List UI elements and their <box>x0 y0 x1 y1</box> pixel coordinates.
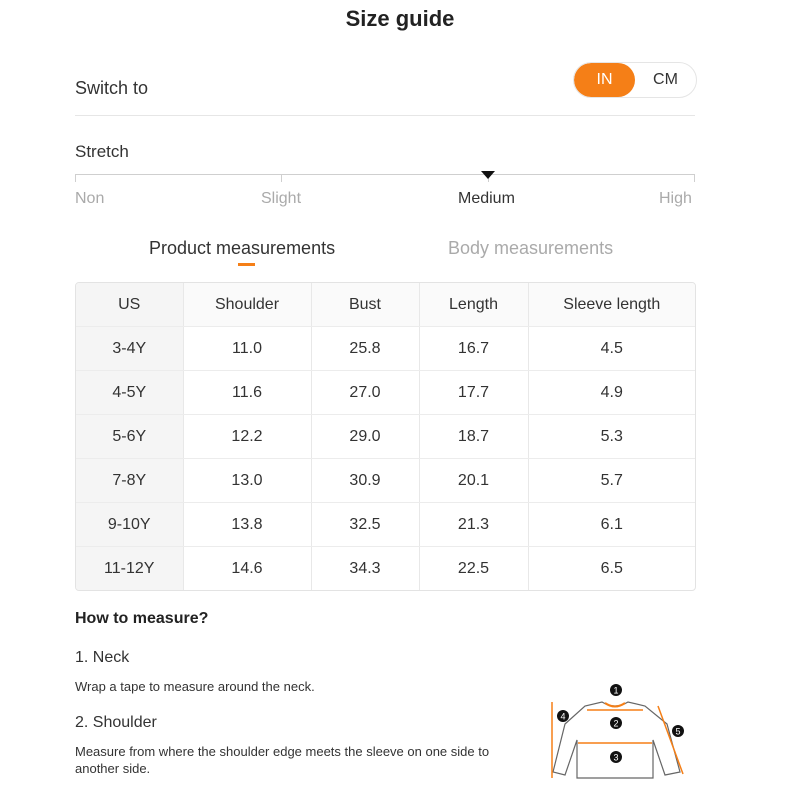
column-header: Bust <box>311 283 419 327</box>
table-cell: 5-6Y <box>76 415 183 459</box>
table-cell: 4.9 <box>528 371 695 415</box>
table-cell: 21.3 <box>419 503 528 547</box>
stretch-option-slight: Slight <box>261 190 302 207</box>
table-row <box>76 503 695 547</box>
diagram-label-3: 3 <box>613 752 619 763</box>
table-cell: 13.0 <box>183 459 311 503</box>
marker-1-icon <box>610 684 622 696</box>
stretch-label: Stretch <box>75 142 129 161</box>
table-cell: 27.0 <box>311 371 419 415</box>
table-cell: 4.5 <box>528 327 695 371</box>
step-neck-desc: Wrap a tape to measure around the neck. <box>75 679 315 694</box>
step-shoulder-title: 2. Shoulder <box>75 714 157 731</box>
diagram-label-4: 4 <box>560 711 566 722</box>
table-header-row <box>76 283 695 327</box>
table-cell: 13.8 <box>183 503 311 547</box>
stretch-option-high: High <box>659 190 692 207</box>
table-cell: 18.7 <box>419 415 528 459</box>
stretch-tick <box>281 174 282 182</box>
size-table <box>75 282 696 591</box>
column-header: Shoulder <box>183 283 311 327</box>
switch-label: Switch to <box>75 78 149 98</box>
table-cell: 6.1 <box>528 503 695 547</box>
table-cell: 5.7 <box>528 459 695 503</box>
table-cell: 14.6 <box>183 547 311 591</box>
marker-2-icon <box>610 717 622 729</box>
table-row <box>76 371 695 415</box>
diagram-label-1: 1 <box>613 685 619 696</box>
stretch-tick <box>694 174 695 182</box>
stretch-option-medium: Medium <box>458 190 515 207</box>
table-cell: 6.5 <box>600 559 623 577</box>
step-neck-title: 1. Neck <box>75 649 130 666</box>
table-cell: 20.1 <box>419 459 528 503</box>
table-cell: 30.9 <box>311 459 419 503</box>
stretch-scale <box>75 174 695 182</box>
table-cell: 12.2 <box>183 415 311 459</box>
tab-body-measurements[interactable]: Body measurements <box>448 238 614 258</box>
diagram-label-5: 5 <box>675 726 681 737</box>
diagram-label-2: 2 <box>613 718 619 729</box>
divider <box>75 115 695 116</box>
table-row <box>76 459 695 503</box>
how-to-measure-title: How to measure? <box>75 610 209 627</box>
marker-4-icon <box>557 710 569 722</box>
stretch-pointer-icon <box>481 171 495 179</box>
column-header: Sleeve length <box>528 283 695 327</box>
stretch-tick <box>75 174 76 182</box>
table-cell: 7-8Y <box>76 459 183 503</box>
tab-active-indicator <box>238 263 255 266</box>
table-cell: 11.0 <box>183 327 311 371</box>
unit-in-button[interactable]: IN <box>574 63 635 97</box>
unit-toggle <box>573 62 697 98</box>
garment-measure-diagram <box>545 680 695 785</box>
table-row <box>76 547 695 591</box>
stretch-line <box>75 174 695 175</box>
table-cell: 16.7 <box>419 327 528 371</box>
table-cell: 4-5Y <box>76 371 183 415</box>
table-cell: 32.5 <box>311 503 419 547</box>
step-shoulder-desc: Measure from where the shoulder edge meets the sleeve on one side to another side. <box>75 744 490 776</box>
tab-product-measurements[interactable]: Product measurements <box>149 238 336 258</box>
table-cell: 11-12Y <box>76 547 183 591</box>
table-row <box>76 415 695 459</box>
marker-3-icon <box>610 751 622 763</box>
table-cell: 11.6 <box>183 371 311 415</box>
table-row <box>76 327 695 371</box>
unit-cm-button[interactable]: CM <box>653 71 678 88</box>
marker-5-icon <box>672 725 684 737</box>
table-cell: 3-4Y <box>76 327 183 371</box>
column-header: Length <box>419 283 528 327</box>
table-cell: 9-10Y <box>76 503 183 547</box>
table-cell: 17.7 <box>419 371 528 415</box>
table-cell: 5.3 <box>528 415 695 459</box>
table-cell: 25.8 <box>311 327 419 371</box>
table-cell: 22.5 <box>419 547 528 591</box>
page-title: Size guide <box>345 6 455 31</box>
stretch-option-non: Non <box>75 190 105 207</box>
column-header: US <box>76 283 183 327</box>
table-cell: 34.3 <box>311 547 419 591</box>
table-cell: 29.0 <box>311 415 419 459</box>
